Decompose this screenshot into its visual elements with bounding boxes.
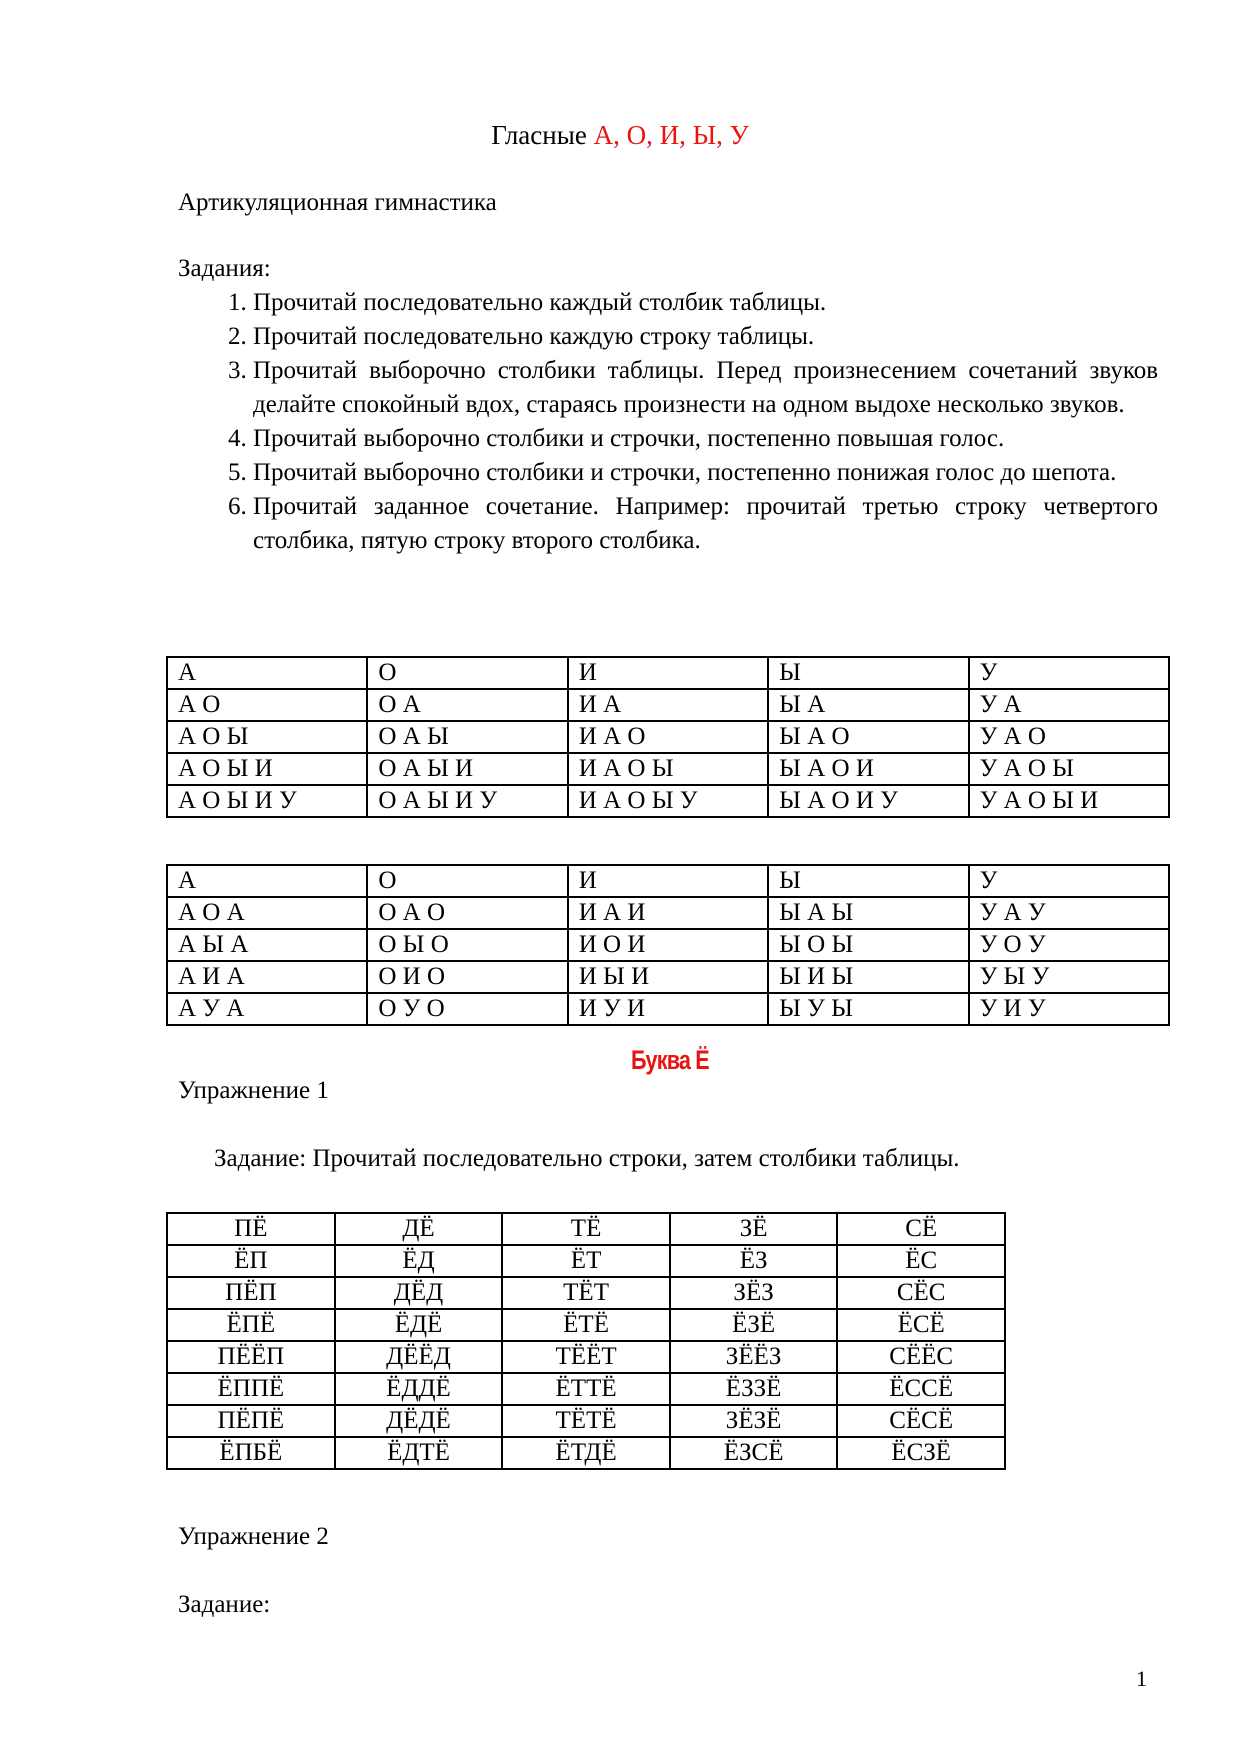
table-cell: ЁССЁ [837,1373,1005,1405]
table-row [167,721,1169,753]
table-cell: ЁЗ [670,1245,838,1277]
table-cell: О Ы О [367,929,567,961]
tasks-list [178,286,1158,558]
table-cell: ПЁЁП [167,1341,335,1373]
table-cell: И А О Ы [568,753,768,785]
table-cell: СЁЁС [837,1341,1005,1373]
table-row [167,1245,1005,1277]
table-cell: У О У [969,929,1169,961]
table-cell: СЁСЁ [837,1405,1005,1437]
table-cell: О [367,865,567,897]
table-cell: О А О [367,897,567,929]
table-cell: Ы [768,657,968,689]
table-cell: Ы А [768,689,968,721]
table-cell: ДЁД [335,1277,503,1309]
table-cell: ЁС [837,1245,1005,1277]
task-item: 4. Прочитай выборочно столбики и строчки, постепенно повышая голос. [253,422,1158,456]
table-cell: И О И [568,929,768,961]
table-cell: СЁС [837,1277,1005,1309]
table-cell: ЗЁЁЗ [670,1341,838,1373]
table-cell: ЁЗЗЁ [670,1373,838,1405]
table-row [167,865,1169,897]
table-row [167,657,1169,689]
page-title [0,118,1240,152]
table-row [167,993,1169,1025]
table-cell: О А Ы И У [367,785,567,817]
table-cell: У А У [969,897,1169,929]
exercise-1-task: Задание: Прочитай последовательно строки, затем столбики таблицы. [214,1145,960,1172]
table-cell: ДЁ [335,1213,503,1245]
table-cell: ПЁП [167,1277,335,1309]
table-row [167,689,1169,721]
table-cell: А [167,865,367,897]
table-cell: И Ы И [568,961,768,993]
table-cell: ЁЗСЁ [670,1437,838,1469]
table-cell: ЁТДЁ [502,1437,670,1469]
table-cell: О А [367,689,567,721]
table-cell: Ы А О [768,721,968,753]
table-cell: О А Ы И [367,753,567,785]
table-row [167,1373,1005,1405]
table-cell: ЁДЁ [335,1309,503,1341]
table-cell: У А О Ы И [969,785,1169,817]
table-cell: ТЁЁТ [502,1341,670,1373]
table-cell: ТЁТЁ [502,1405,670,1437]
table-cell: У А О Ы [969,753,1169,785]
table-cell: ЁП [167,1245,335,1277]
table-row [167,785,1169,817]
exercise-2-task: Задание: [178,1591,271,1618]
table-row [167,1309,1005,1341]
table-cell: О У О [367,993,567,1025]
table-cell: У А О [969,721,1169,753]
table-cell: И [568,657,768,689]
table-cell: ЁТ [502,1245,670,1277]
table-cell: Ы А О И [768,753,968,785]
table-cell: ЁППЁ [167,1373,335,1405]
tasks-heading: Задания: [178,255,271,282]
table-cell: А [167,657,367,689]
table-cell: А О [167,689,367,721]
table-cell: И А [568,689,768,721]
table-cell: Ы [768,865,968,897]
table-row [167,961,1169,993]
table-cell: ТЁТ [502,1277,670,1309]
table-cell: И А И [568,897,768,929]
vowel-table-1 [166,656,1170,818]
table-cell: И [568,865,768,897]
letter-heading: Буква Ё [631,1045,709,1075]
page-number: 1 [1136,1666,1147,1691]
table-cell: ЁЗЁ [670,1309,838,1341]
table-cell: Ы И Ы [768,961,968,993]
table-cell: И А О Ы У [568,785,768,817]
table-row [167,897,1169,929]
title-vowels: А, О, И, Ы, У [593,120,749,150]
table-row [167,753,1169,785]
task-item: 5. Прочитай выборочно столбики и строчки, постепенно понижая голос до шепота. [253,456,1158,490]
table-cell: И А О [568,721,768,753]
table-cell: А О Ы И [167,753,367,785]
table-cell: Ы У Ы [768,993,968,1025]
table-cell: ЁПБЁ [167,1437,335,1469]
table-row [167,1341,1005,1373]
table-row [167,929,1169,961]
table-cell: ЁПЁ [167,1309,335,1341]
table-cell: У А [969,689,1169,721]
table-cell: Ы А О И У [768,785,968,817]
table-cell: ЁСЗЁ [837,1437,1005,1469]
task-item: 1. Прочитай последовательно каждый столбик таблицы. [253,286,1158,320]
table-cell: ЁДТЁ [335,1437,503,1469]
table-cell: О А Ы [367,721,567,753]
task-item: 2. Прочитай последовательно каждую строку таблицы. [253,320,1158,354]
table-cell: У Ы У [969,961,1169,993]
table-cell: ЁТЁ [502,1309,670,1341]
table-cell: А И А [167,961,367,993]
exercise-2-heading: Упражнение 2 [178,1523,329,1550]
table-cell: ПЁПЁ [167,1405,335,1437]
table-cell: ЗЁЗЁ [670,1405,838,1437]
table-cell: ПЁ [167,1213,335,1245]
table-row [167,1437,1005,1469]
table-cell: ЗЁ [670,1213,838,1245]
table-row [167,1405,1005,1437]
table-cell: У И У [969,993,1169,1025]
table-row [167,1277,1005,1309]
table-cell: ЁТТЁ [502,1373,670,1405]
table-cell: Ы А Ы [768,897,968,929]
letter-yo-table [166,1212,1006,1470]
table-cell: СЁ [837,1213,1005,1245]
table-cell: ТЁ [502,1213,670,1245]
section-heading: Артикуляционная гимнастика [178,189,497,216]
title-text: Гласные [491,120,594,150]
table-cell: Ы О Ы [768,929,968,961]
table-cell: А О Ы [167,721,367,753]
table-cell: О [367,657,567,689]
table-cell: ДЁДЁ [335,1405,503,1437]
table-cell: О И О [367,961,567,993]
table-cell: А О А [167,897,367,929]
table-cell: А О Ы И У [167,785,367,817]
table-cell: У [969,865,1169,897]
task-item: 3. Прочитай выборочно столбики таблицы. Перед произнесением сочетаний звуков делайте спокойный вдох, стараясь произнести на одном выдохе несколько звуков. [253,354,1158,422]
table-cell: ЁД [335,1245,503,1277]
table-cell: У [969,657,1169,689]
vowel-table-2 [166,864,1170,1026]
task-item: 6. Прочитай заданное сочетание. Например: прочитай третью строку четвертого столбика, пятую строку второго столбика. [253,490,1158,558]
table-cell: ЗЁЗ [670,1277,838,1309]
table-cell: И У И [568,993,768,1025]
table-cell: А Ы А [167,929,367,961]
table-cell: ЁСЁ [837,1309,1005,1341]
exercise-1-heading: Упражнение 1 [178,1077,329,1104]
table-cell: ДЁЁД [335,1341,503,1373]
table-cell: А У А [167,993,367,1025]
table-row [167,1213,1005,1245]
table-cell: ЁДДЁ [335,1373,503,1405]
